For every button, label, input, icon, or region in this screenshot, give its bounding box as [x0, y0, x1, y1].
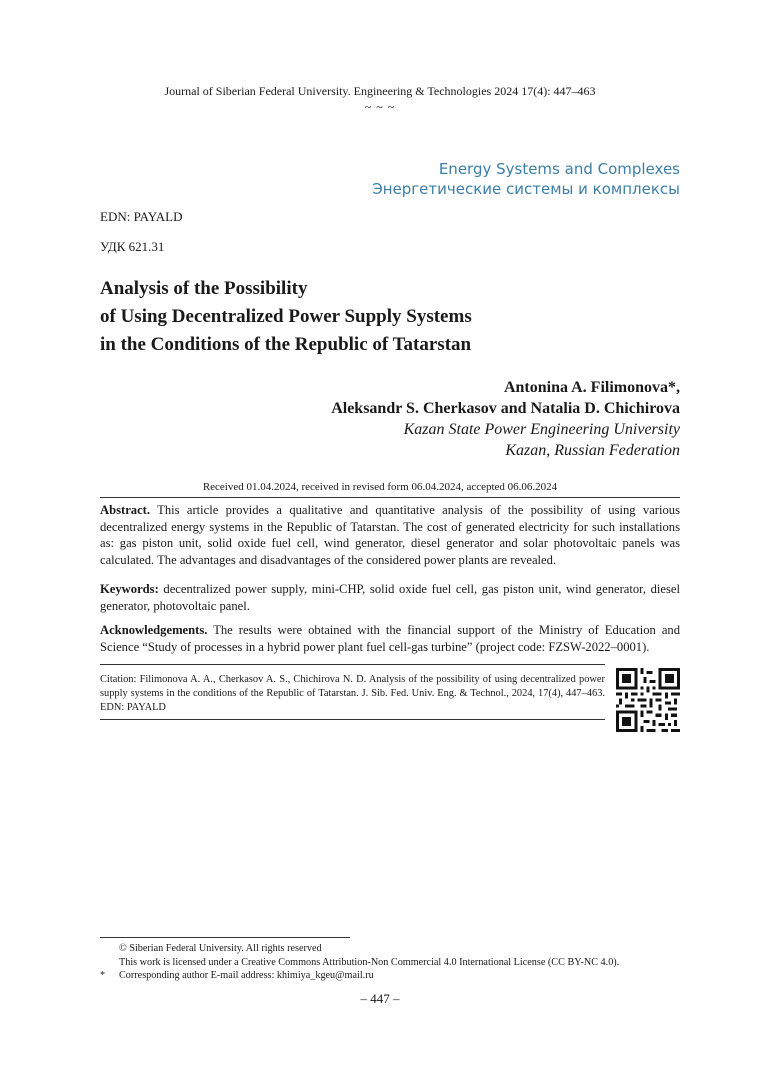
- keywords-text: decentralized power supply, mini-CHP, solid oxide fuel cell, gas piston unit, wind generator, diesel generator, photovoltaic panel.: [100, 582, 680, 613]
- acknowledgements-text: The results were obtained with the financial support of the Ministry of Education and Science “Study of processes in a hybrid power plant fuel cell-gas turbine” (project code: FZSW-2022–0001).: [100, 623, 681, 654]
- authors-line-2: Aleksandr S. Cherkasov and Natalia D. Chichirova: [331, 400, 680, 417]
- section-title-en: Energy Systems and Complexes: [438, 160, 680, 178]
- edn-code: EDN: PAYALD: [100, 209, 183, 224]
- header-ornament: ~ ~ ~: [364, 100, 396, 114]
- abstract-text: This article provides a qualitative and quantitative analysis of the possibility of using various decentralized energy systems in the Republic of Tatarstan. The cost of generated electricity for such installations as: gas piston unit, solid oxide fuel cell, wind generator, diesel generator and solar photovoltaic panels was calculated. The advantages and disadvantages of the considered power plants are revealed.: [100, 503, 680, 567]
- footnote-divider: [100, 937, 350, 938]
- keywords-label: Keywords:: [100, 582, 159, 596]
- title-line-2: of Using Decentralized Power Supply Systems: [100, 306, 472, 327]
- title-line-1: Analysis of the Possibility: [100, 278, 308, 299]
- acknowledgements: [100, 622, 680, 655]
- title-line-3: in the Conditions of the Republic of Tatarstan: [100, 334, 472, 355]
- keywords: [100, 581, 680, 614]
- corresponding-author: Corresponding author E-mail address: khimiya_kgeu@mail.ru: [119, 970, 374, 981]
- authors-line-1: Antonina A. Filimonova*,: [503, 379, 680, 396]
- page-number: – 447 –: [360, 991, 400, 1006]
- footnote-copyright: © Siberian Federal University. All rights reserved: [119, 943, 322, 954]
- abstract: [100, 502, 680, 568]
- qr-code-icon[interactable]: [616, 668, 680, 732]
- journal-header: Journal of Siberian Federal University. Engineering & Technologies 2024 17(4): 447–463: [164, 84, 596, 98]
- footnote-asterisk: *: [100, 970, 106, 981]
- divider-top: [100, 497, 680, 498]
- citation: Citation: Filimonova A. A., Cherkasov A. S., Chichirova N. D. Analysis of the possibility of using decentralized power supply systems in the conditions of the Republic of Tatarstan. J. Sib. Fed. Univ. Eng. & Technol., 2024, 17(4), 447–463. EDN: PAYALD: [100, 674, 605, 713]
- affiliation: Kazan State Power Engineering University: [403, 421, 680, 438]
- citation-divider-bottom: [100, 719, 605, 720]
- authors-block: [331, 377, 680, 461]
- affiliation-location: Kazan, Russian Federation: [505, 442, 680, 459]
- acknowledgements-label: Acknowledgements.: [100, 623, 208, 637]
- section-title-ru: Энергетические системы и комплексы: [372, 180, 680, 198]
- footnote-license: This work is licensed under a Creative Commons Attribution-Non Commercial 4.0 International License (CC BY-NC 4.0).: [119, 956, 620, 968]
- abstract-label: Abstract.: [100, 503, 151, 517]
- received-dates: Received 01.04.2024, received in revised form 06.04.2024, accepted 06.06.2024: [202, 481, 558, 493]
- article-title: [100, 275, 472, 359]
- citation-divider-top: [100, 664, 605, 665]
- footnotes: [100, 942, 690, 983]
- udk-code: УДК 621.31: [100, 239, 165, 254]
- footnote-corresponding: [100, 969, 690, 983]
